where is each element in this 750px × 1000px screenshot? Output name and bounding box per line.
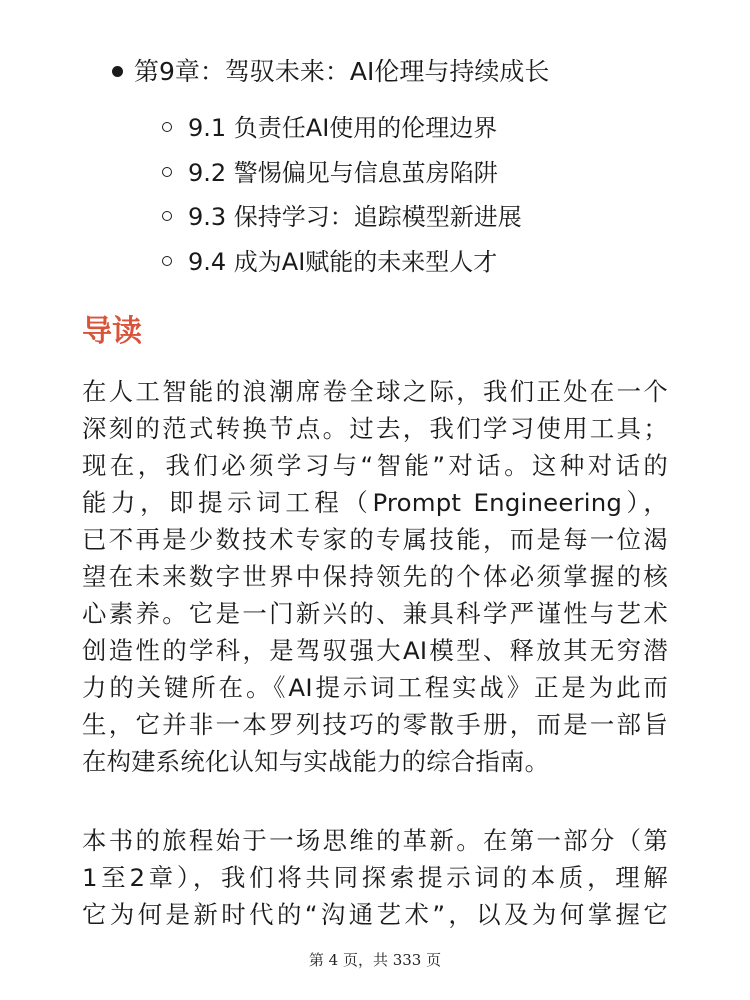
page-number-footer: 第 4 页，共 333 页 xyxy=(308,951,442,969)
intro-paragraph-2 xyxy=(82,822,668,933)
paragraph-line: 创造性的学科，是驾驭强大AI模型、释放其无穷潜 xyxy=(82,636,668,665)
paragraph-line: 它为何是新时代的“沟通艺术”，以及为何掌握它 xyxy=(82,900,668,929)
paragraph-line: 在人工智能的浪潮席卷全球之际，我们正处在一个 xyxy=(82,377,668,406)
intro-paragraph-1 xyxy=(82,373,668,780)
toc-section-item[interactable] xyxy=(0,151,750,196)
bullet-circle-icon xyxy=(162,167,172,177)
bullet-circle-icon xyxy=(162,211,172,221)
toc-section-label: 9.2 警惕偏见与信息茧房陷阱 xyxy=(188,158,498,187)
toc-chapter-9[interactable] xyxy=(0,50,750,94)
table-of-contents xyxy=(0,50,750,276)
paragraph-line: 能力，即提示词工程（Prompt Engineering）， xyxy=(82,488,668,517)
toc-section-item[interactable] xyxy=(0,240,750,285)
toc-section-item[interactable] xyxy=(0,106,750,151)
paragraph-line: 在构建系统化认知与实战能力的综合指南。 xyxy=(82,747,550,776)
paragraph-line: 本书的旅程始于一场思维的革新。在第一部分（第 xyxy=(82,826,668,855)
section-heading: 导读 xyxy=(82,314,142,349)
paragraph-line: 生，它并非一本罗列技巧的零散手册，而是一部旨 xyxy=(82,710,668,739)
bullet-circle-icon xyxy=(162,122,172,132)
paragraph-line: 力的关键所在。《AI提示词工程实战》正是为此而 xyxy=(82,673,668,702)
paragraph-line: 深刻的范式转换节点。过去，我们学习使用工具； xyxy=(82,414,668,443)
paragraph-line: 心素养。它是一门新兴的、兼具科学严谨性与艺术 xyxy=(82,599,668,628)
toc-section-item[interactable] xyxy=(0,195,750,240)
toc-section-label: 9.4 成为AI赋能的未来型人才 xyxy=(188,247,498,276)
bullet-circle-icon xyxy=(162,256,172,266)
paragraph-line: 已不再是少数技术专家的专属技能，而是每一位渴 xyxy=(82,525,668,554)
bullet-dot-icon xyxy=(112,66,123,77)
toc-section-list xyxy=(0,106,750,284)
toc-section-label: 9.1 负责任AI使用的伦理边界 xyxy=(188,114,498,142)
paragraph-line: 1至2章），我们将共同探索提示词的本质，理解 xyxy=(82,863,668,892)
toc-section-label: 9.3 保持学习：追踪模型新进展 xyxy=(188,203,522,231)
paragraph-line: 望在未来数字世界中保持领先的个体必须掌握的核 xyxy=(82,562,668,591)
paragraph-line: 现在，我们必须学习与“智能”对话。这种对话的 xyxy=(82,451,668,480)
toc-chapter-label: 第9章：驾驭未来：AI伦理与持续成长 xyxy=(134,57,550,86)
